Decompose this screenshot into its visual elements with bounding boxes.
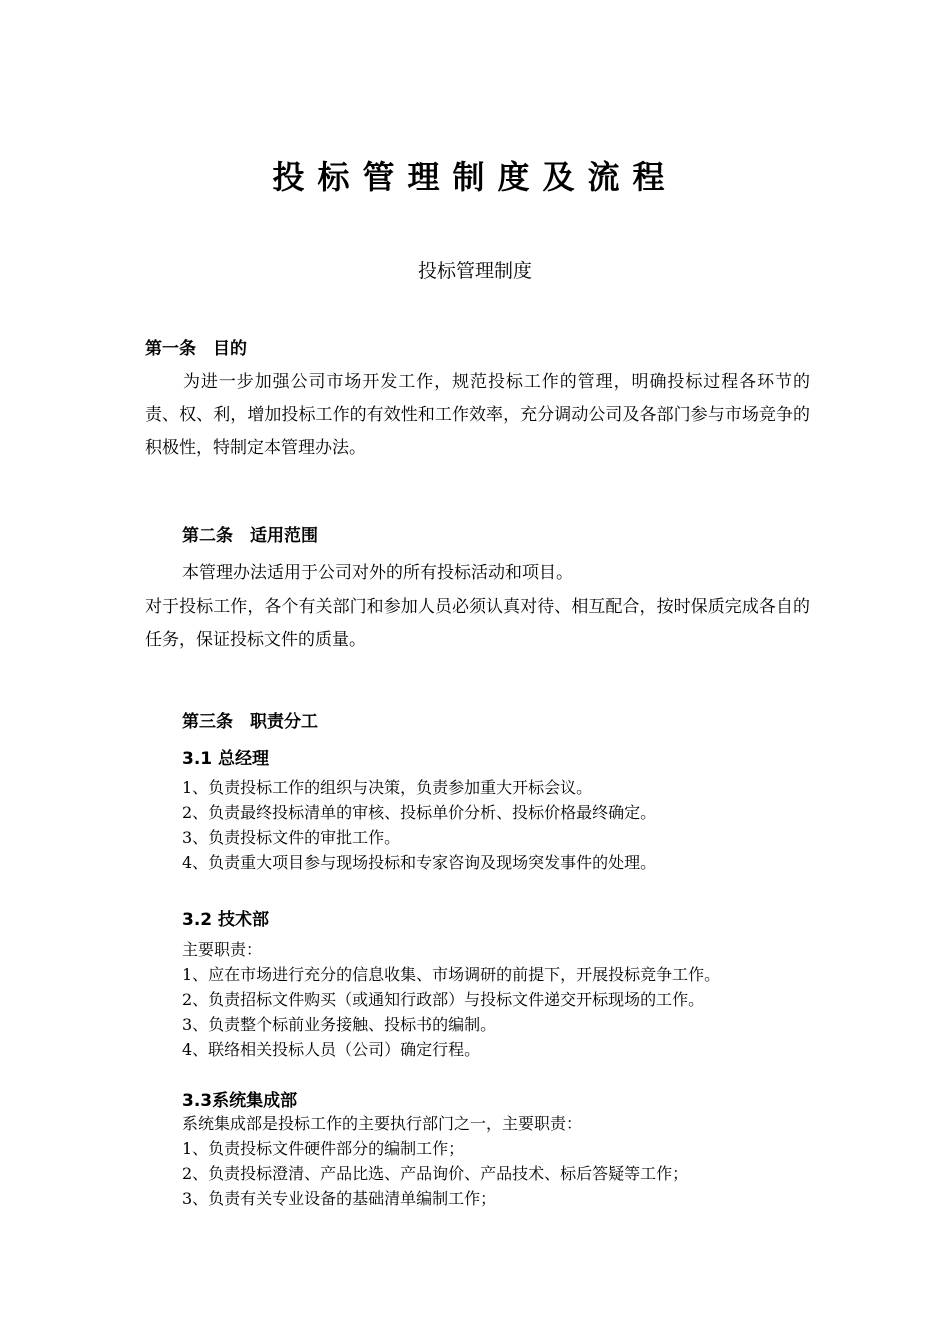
- document-subtitle: 投标管理制度: [417, 260, 532, 282]
- section-3-3-heading: 3.3系统集成部: [182, 1091, 298, 1111]
- section-3-2-item: 2、负责招标文件购买（或通知行政部）与投标文件递交开标现场的工作。: [182, 990, 705, 1009]
- section-3-2-intro: 主要职责：: [182, 940, 263, 959]
- article1-text: 为进一步加强公司市场开发工作，规范投标工作的管理，明确投标过程各环节的责、权、利，增加投标工作的有效性和工作效率，充分调动公司及各部门参与市场竞争的积极性，特制定本管理办法。: [145, 372, 810, 458]
- document-title: 投标管理制度及流程: [272, 158, 678, 196]
- article2-paragraph: 对于投标工作，各个有关部门和参加人员必须认真对待、相互配合，按时保质完成各自的任务，保证投标文件的质量。: [145, 597, 810, 650]
- article1-heading: 第一条 目的: [145, 339, 247, 359]
- section-3-3-intro: 系统集成部是投标工作的主要执行部门之一，主要职责：: [182, 1114, 583, 1133]
- article2-heading: 第二条 适用范围: [182, 526, 318, 546]
- article3-heading: 第三条 职责分工: [182, 712, 318, 732]
- section-3-2-item: 4、联络相关投标人员（公司）确定行程。: [182, 1040, 481, 1059]
- section-3-1-item: 4、负责重大项目参与现场投标和专家咨询及现场突发事件的处理。: [182, 853, 657, 872]
- section-3-3-item: 3、负责有关专业设备的基础清单编制工作；: [182, 1189, 497, 1208]
- section-3-2-item: 1、应在市场进行充分的信息收集、市场调研的前提下，开展投标竞争工作。: [182, 965, 721, 984]
- section-3-2-heading: 3.2 技术部: [182, 910, 270, 930]
- article2-line1: 本管理办法适用于公司对外的所有投标活动和项目。: [182, 563, 573, 583]
- section-3-1-item: 1、负责投标工作的组织与决策，负责参加重大开标会议。: [182, 778, 593, 797]
- section-3-2-item: 3、负责整个标前业务接触、投标书的编制。: [182, 1015, 497, 1034]
- section-3-1-item: 3、负责投标文件的审批工作。: [182, 828, 401, 847]
- section-3-1-heading: 3.1 总经理: [182, 749, 270, 769]
- section-3-3-item: 2、负责投标澄清、产品比选、产品询价、产品技术、标后答疑等工作；: [182, 1164, 689, 1183]
- article1-paragraph: [145, 366, 810, 465]
- section-3-3-item: 1、负责投标文件硬件部分的编制工作；: [182, 1139, 465, 1158]
- section-3-1-item: 2、负责最终投标清单的审核、投标单价分析、投标价格最终确定。: [182, 803, 657, 822]
